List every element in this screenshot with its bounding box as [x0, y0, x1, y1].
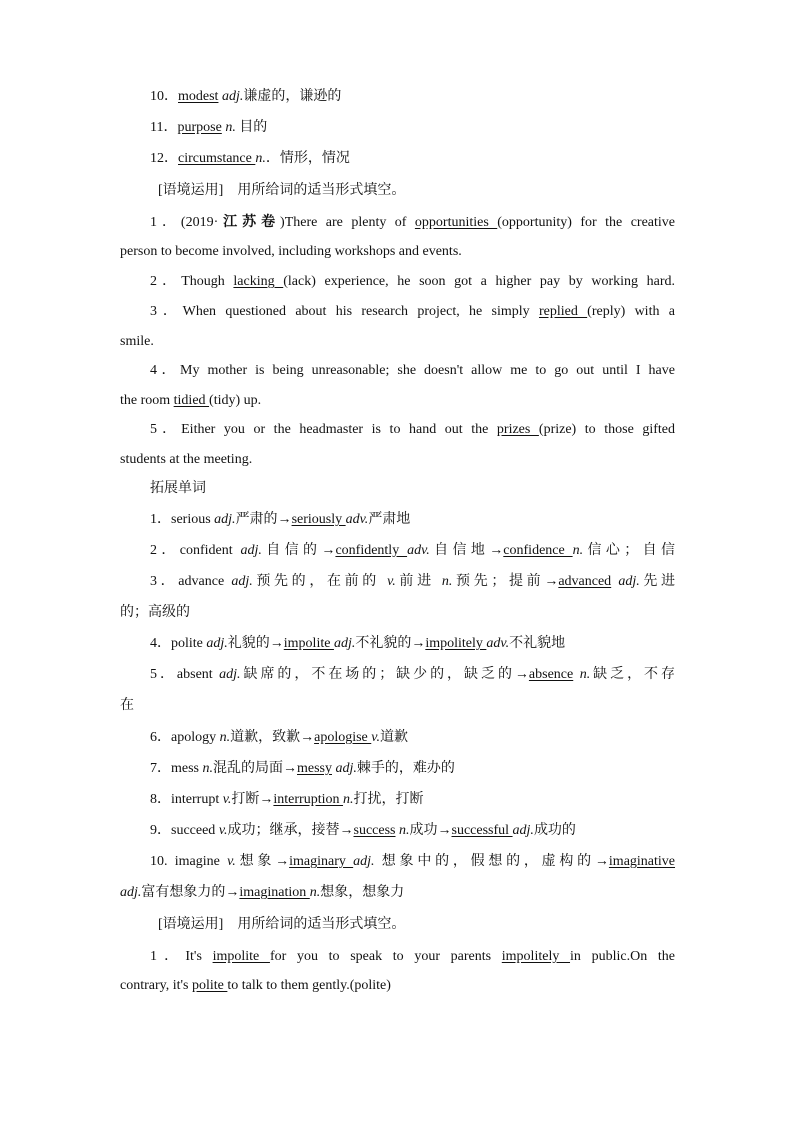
text-fragment: 在 [120, 698, 134, 713]
answer-blank: confidence [503, 543, 573, 558]
part-of-speech: n. [225, 120, 236, 135]
text-fragment: [语境运用] 用所给词的适当形式填空。 [158, 917, 406, 932]
text-line [150, 213, 675, 233]
text-fragment: for you to speak to your parents [269, 949, 502, 964]
answer-blank: prizes [496, 422, 539, 437]
answer-blank: opportunities [414, 215, 498, 230]
text-fragment: to talk to them gently.(polite) [227, 978, 391, 993]
part-of-speech: adv. [486, 636, 510, 651]
text-fragment: 自信的→ [261, 543, 336, 558]
text-fragment: 5．Either you or the headmaster is to hand out the [150, 422, 497, 437]
answer-blank: interruption [273, 792, 344, 807]
text-fragment: 目的 [235, 120, 268, 135]
text-line [158, 181, 675, 201]
part-of-speech: n. [219, 730, 231, 745]
answer-blank: messy [297, 761, 332, 776]
text-fragment: 打扰，打断 [353, 792, 424, 807]
text-fragment: 6．apology [150, 730, 220, 745]
answer-blank: impolitely [501, 949, 571, 964]
text-line [150, 759, 675, 779]
text-fragment: (reply) with a [587, 304, 675, 319]
text-fragment: 打断→ [231, 792, 274, 807]
text-fragment: students at the meeting. [120, 452, 253, 467]
answer-blank: advanced [558, 574, 612, 589]
text-line [150, 790, 675, 810]
text-fragment: 缺乏，不存 [590, 667, 676, 682]
text-fragment: 4．polite [150, 636, 207, 651]
text-fragment: 10. imagine [150, 854, 228, 869]
part-of-speech: n. [441, 574, 453, 589]
part-of-speech: n. [343, 792, 354, 807]
answer-blank: imaginary [289, 854, 354, 869]
text-line [120, 883, 675, 903]
text-fragment: (opportunity) for the creative [497, 215, 675, 230]
text-fragment: the room [120, 393, 174, 408]
text-fragment: 10． [150, 89, 178, 104]
answer-blank: successful [451, 823, 513, 838]
part-of-speech: adj. [333, 636, 356, 651]
text-fragment: )There are plenty of [280, 215, 415, 230]
text-fragment: 想象中的，假想的，虚构的→ [374, 854, 609, 869]
text-fragment: 道歉，致歉→ [230, 730, 315, 745]
text-line [120, 332, 675, 352]
text-line [120, 242, 675, 262]
part-of-speech: adj. [512, 823, 534, 838]
answer-blank: purpose [177, 120, 222, 135]
text-fragment: 3．advance [150, 574, 232, 589]
text-fragment: 道歉 [379, 730, 408, 745]
text-fragment: 棘手的，难办的 [356, 761, 455, 776]
part-of-speech: adv. [345, 512, 369, 527]
text-fragment: contrary, it's [120, 978, 192, 993]
text-line [150, 361, 675, 381]
answer-blank: seriously [291, 512, 346, 527]
part-of-speech: n. [579, 667, 591, 682]
answer-blank: impolite [283, 636, 334, 651]
text-fragment: 8．interrupt [150, 792, 223, 807]
text-line [150, 118, 675, 138]
text-fragment: 缺席的，不在场的；缺少的，缺乏的→ [240, 667, 529, 682]
text-fragment: 1．serious [150, 512, 215, 527]
text-fragment: 3．When questioned about his research project, he simply [150, 304, 539, 319]
text-line [150, 149, 675, 169]
text-line [150, 302, 675, 322]
text-fragment: 严肃地 [368, 512, 411, 527]
text-fragment: (lack) experience, he soon got a higher pay by working hard. [283, 274, 675, 289]
part-of-speech: adj. [221, 89, 244, 104]
text-fragment: 想象→ [235, 854, 290, 869]
part-of-speech: n. [572, 543, 584, 558]
answer-blank: success [353, 823, 396, 838]
part-of-speech: adj. [219, 667, 241, 682]
text-fragment: 谦虚的，谦逊的 [243, 89, 342, 104]
answer-blank: lacking [233, 274, 284, 289]
text-line [150, 821, 675, 841]
text-fragment: 12． [150, 151, 178, 166]
text-line [158, 915, 675, 935]
part-of-speech: v. [227, 854, 236, 869]
text-fragment: 1．(2019· [150, 215, 219, 230]
text-line [150, 665, 675, 685]
text-fragment: [语境运用] 用所给词的适当形式填空。 [158, 183, 406, 198]
text-line [150, 479, 675, 499]
text-fragment: 成功；继承，接替→ [227, 823, 354, 838]
text-line [150, 420, 675, 440]
part-of-speech: n. [309, 885, 321, 900]
answer-blank: tidied [173, 393, 210, 408]
text-line [120, 450, 675, 470]
text-line [150, 541, 675, 561]
text-fragment: person to become involved, including workshops and events. [120, 244, 462, 259]
text-fragment: 2．confident [150, 543, 241, 558]
answer-blank: confidently [335, 543, 408, 558]
answer-blank: impolitely [425, 636, 487, 651]
text-fragment: 成功的 [533, 823, 576, 838]
text-line [120, 391, 675, 411]
part-of-speech: adj. [240, 543, 262, 558]
part-of-speech: v. [387, 574, 396, 589]
answer-blank: replied [538, 304, 588, 319]
text-fragment: 5．absent [150, 667, 220, 682]
text-fragment: 不礼貌的→ [355, 636, 426, 651]
text-fragment: 想象，想象力 [320, 885, 405, 900]
text-fragment: 混乱的局面→ [213, 761, 297, 776]
text-fragment: 自信地→ [429, 543, 504, 558]
part-of-speech: v. [222, 792, 232, 807]
part-of-speech: adj. [618, 574, 640, 589]
part-of-speech: adj. [231, 574, 253, 589]
text-fragment: 成功→ [409, 823, 452, 838]
part-of-speech: n. [399, 823, 410, 838]
text-fragment: 9．succeed [150, 823, 219, 838]
text-fragment: 富有想象力的→ [141, 885, 240, 900]
text-line [150, 572, 675, 592]
text-fragment: 江苏卷 [218, 215, 281, 230]
text-fragment: 预先；提前→ [452, 574, 559, 589]
part-of-speech: v. [371, 730, 380, 745]
text-line [150, 947, 675, 967]
part-of-speech: adj. [335, 761, 357, 776]
part-of-speech: adj. [353, 854, 375, 869]
text-line [120, 696, 675, 716]
text-line [150, 510, 675, 530]
text-fragment: 信心；自信 [583, 543, 675, 558]
answer-blank: apologise [314, 730, 372, 745]
text-fragment: ．情形，情况 [265, 151, 350, 166]
answer-blank: circumstance [178, 151, 256, 166]
text-line [150, 87, 675, 107]
part-of-speech: n. [255, 151, 266, 166]
text-fragment: 7．mess [150, 761, 203, 776]
answer-blank: modest [178, 89, 219, 104]
part-of-speech: adv. [407, 543, 430, 558]
text-fragment: 11． [150, 120, 178, 135]
text-fragment: 先进 [639, 574, 676, 589]
text-fragment: 4．My mother is being unreasonable; she doesn't allow me to go out until I have [150, 363, 675, 378]
answer-blank: absence [528, 667, 574, 682]
text-fragment: 2．Though [150, 274, 234, 289]
text-line [120, 976, 675, 996]
part-of-speech: v. [218, 823, 228, 838]
text-line [150, 728, 675, 748]
part-of-speech: adj. [206, 636, 228, 651]
answer-blank: imagination [239, 885, 310, 900]
text-line [150, 634, 675, 654]
text-fragment: 严肃的→ [235, 512, 292, 527]
text-fragment: 拓展单词 [150, 481, 206, 496]
text-fragment: 不礼貌地 [509, 636, 566, 651]
text-line [150, 272, 675, 292]
part-of-speech: adj. [120, 885, 142, 900]
text-fragment: 1．It's [150, 949, 213, 964]
text-fragment: smile. [120, 334, 154, 349]
text-fragment: 预先的，在前的 [252, 574, 388, 589]
text-fragment: 前进 [395, 574, 442, 589]
text-fragment: 的；高级的 [120, 605, 190, 620]
text-line [120, 603, 675, 623]
part-of-speech: n. [202, 761, 213, 776]
answer-blank: imaginative [608, 854, 676, 869]
answer-blank: impolite [212, 949, 270, 964]
text-fragment: (tidy) up. [209, 393, 262, 408]
text-fragment: in public.On the [570, 949, 675, 964]
text-fragment: (prize) to those gifted [538, 422, 675, 437]
text-fragment: 礼貌的→ [227, 636, 284, 651]
part-of-speech: adj. [214, 512, 236, 527]
text-line [150, 852, 675, 872]
answer-blank: polite [191, 978, 228, 993]
